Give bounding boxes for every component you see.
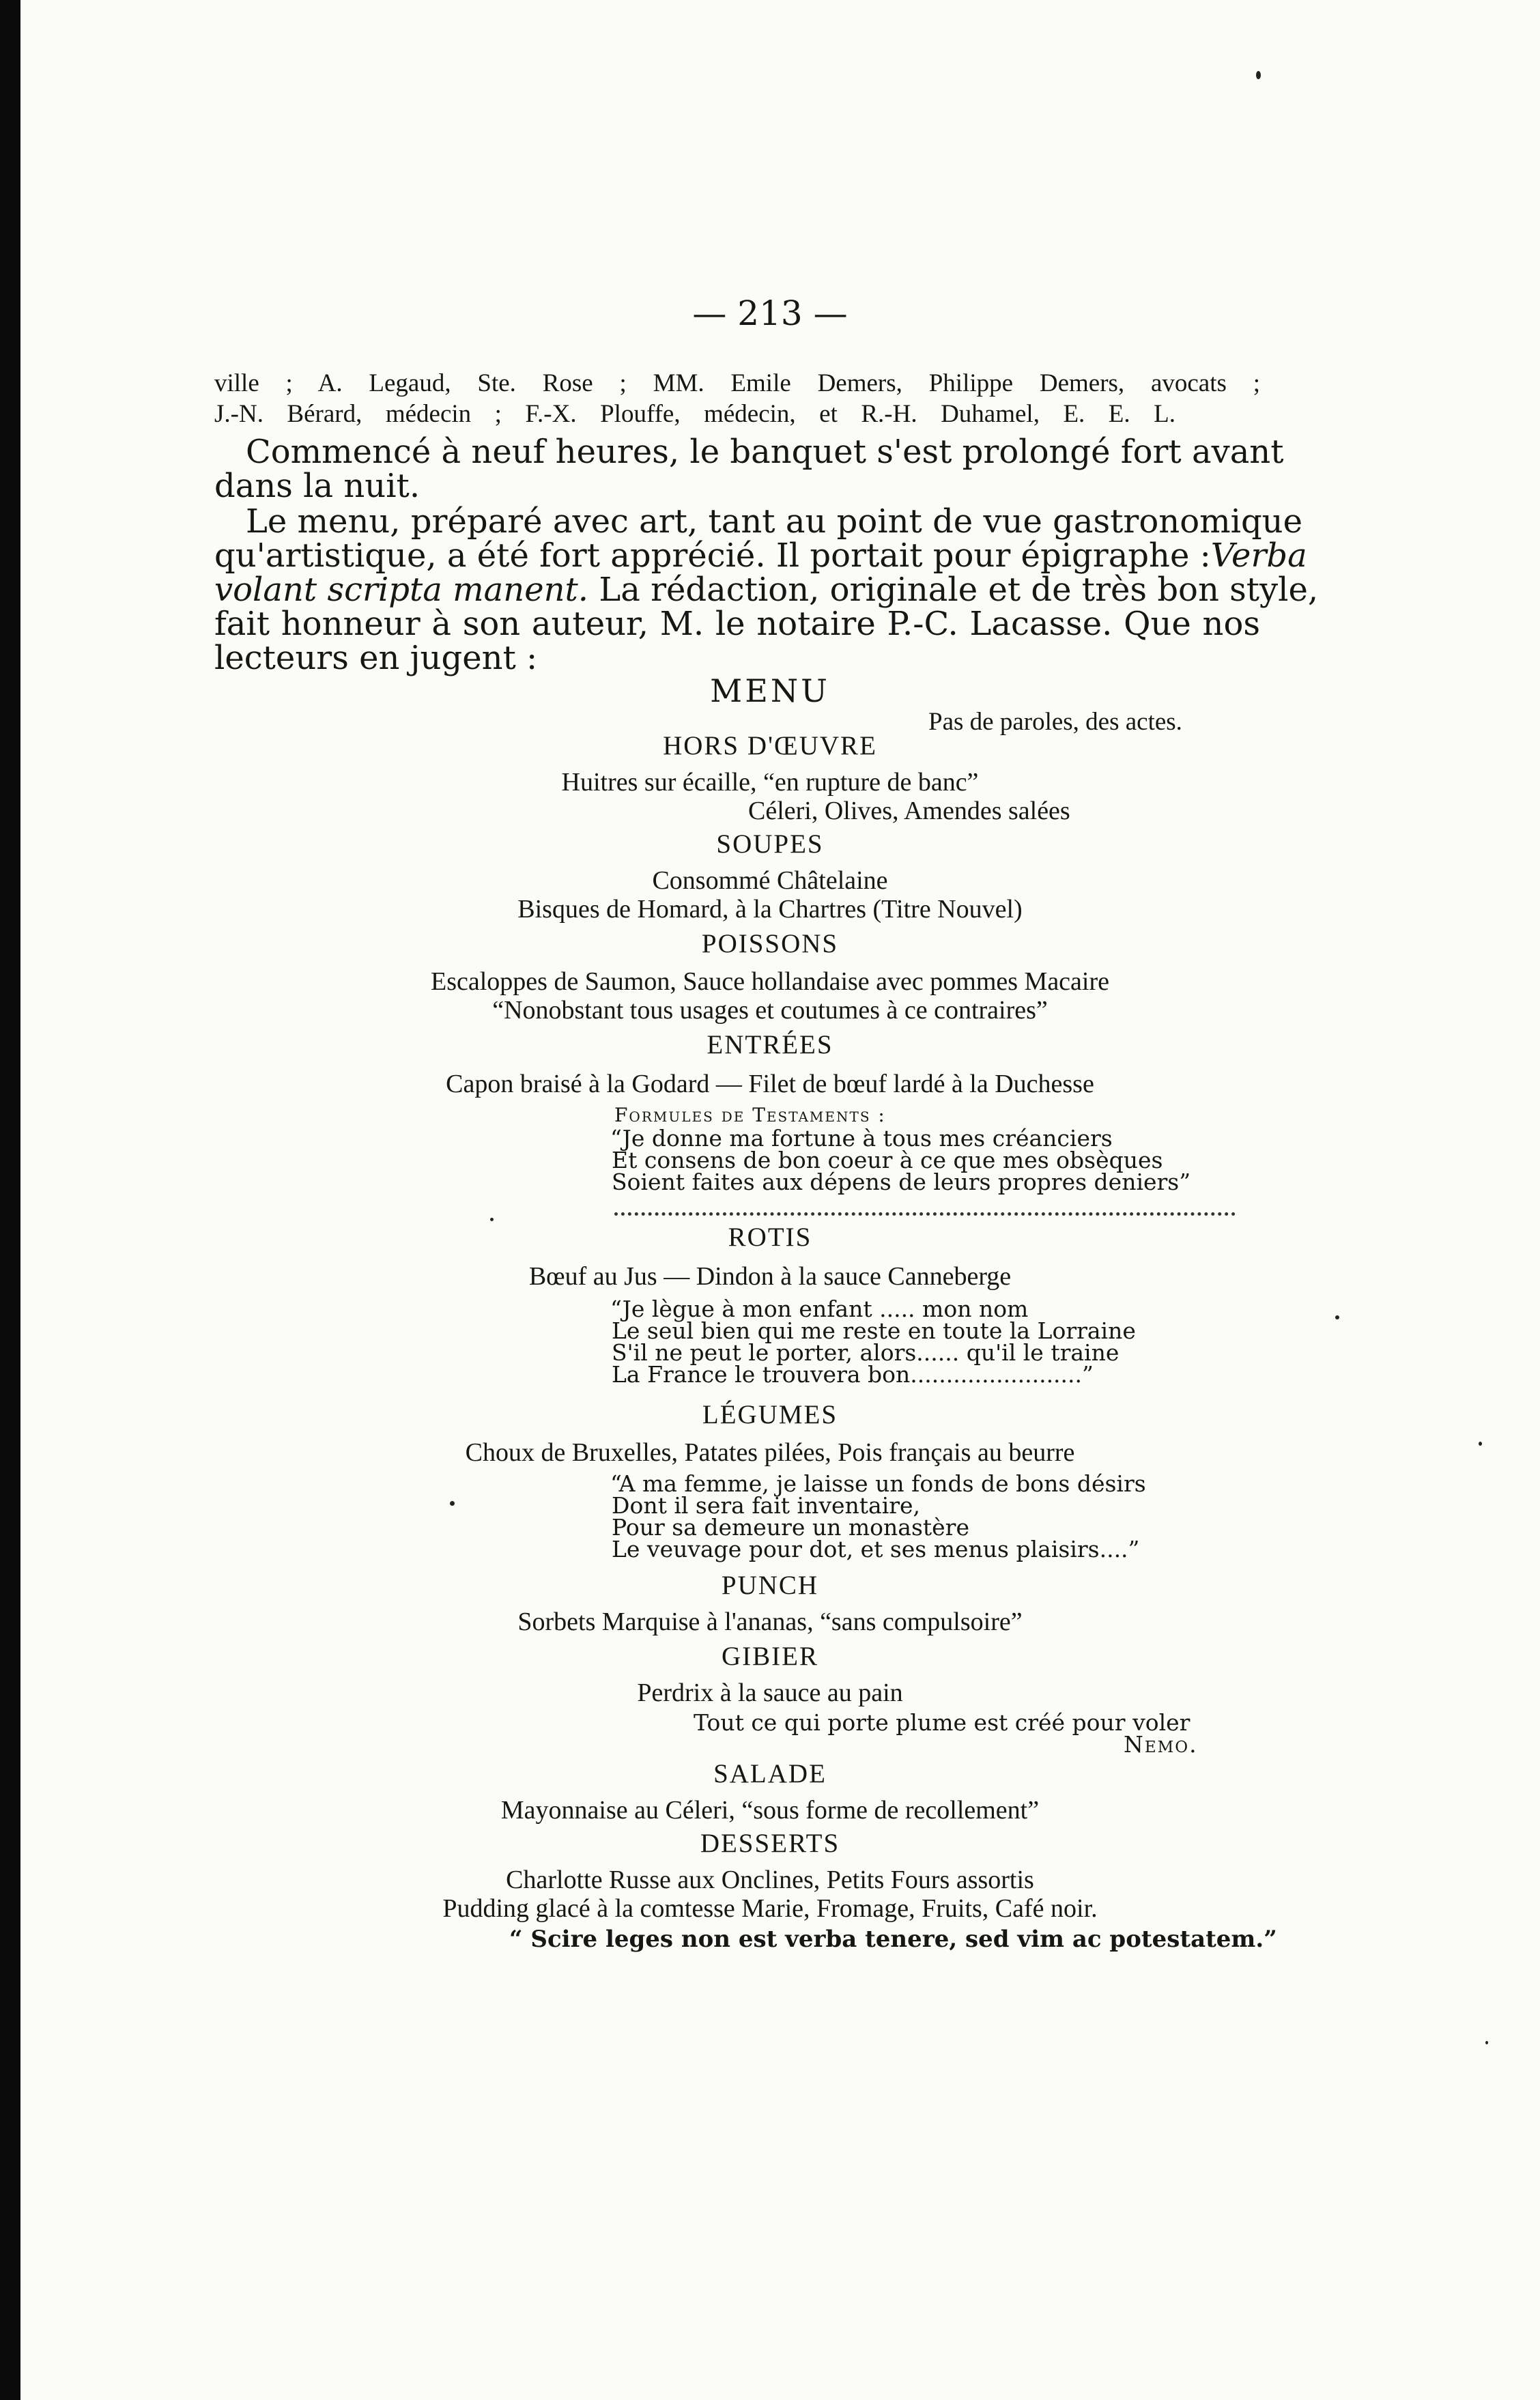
soupes-line-1: Consommé Châtelaine: [652, 866, 888, 895]
poissons-line-2: “Nonobstant tous usages et coutumes à ce contraires”: [492, 996, 1048, 1025]
heading-desserts: DESSERTS: [700, 1829, 840, 1858]
entrees-verse-2: Et consens de bon coeur à ce que mes obsèques: [612, 1147, 1163, 1173]
poissons-line-1: Escaloppes de Saumon, Sauce hollandaise avec pommes Macaire: [431, 967, 1109, 996]
scan-speck: [1335, 1315, 1339, 1319]
heading-hors-doeuvre: HORS D'ŒUVRE: [663, 731, 877, 760]
punch-line-1: Sorbets Marquise à l'ananas, “sans compulsoire”: [517, 1608, 1023, 1636]
legumes-line-1: Choux de Bruxelles, Patates pilées, Pois français au beurre: [465, 1438, 1075, 1467]
paragraph-2-line-5: lecteurs en jugent :: [214, 639, 538, 677]
legumes-verse-4: Le veuvage pour dot, et ses menus plaisirs....”: [612, 1536, 1140, 1562]
legumes-verse-1: “A ma femme, je laisse un fonds de bons désirs: [610, 1470, 1146, 1497]
epigraph-part-2: volant scripta manent.: [214, 571, 589, 609]
legumes-verse-3: Pour sa demeure un monastère: [612, 1514, 969, 1541]
paragraph-2-line-3-text: La rédaction, originale et de très bon style,: [588, 571, 1319, 609]
heading-legumes: LÉGUMES: [702, 1400, 838, 1429]
gibier-signature: Nemo.: [1124, 1731, 1198, 1758]
heading-rotis: ROTIS: [728, 1223, 812, 1252]
salade-line-1: Mayonnaise au Céleri, “sous forme de recollement”: [500, 1796, 1040, 1825]
paragraph-1-line-1: Commencé à neuf heures, le banquet s'est prolongé fort avant: [246, 433, 1284, 471]
rotis-verse-1: “Je lègue à mon enfant ..... mon nom: [610, 1296, 1029, 1322]
epigraph-part-1: Verba: [1210, 537, 1307, 575]
rotis-verse-3: S'il ne peut le porter, alors...... qu'il le traine: [612, 1339, 1120, 1366]
soupes-line-2: Bisques de Homard, à la Chartres (Titre Nouvel): [517, 895, 1023, 924]
menu-title: MENU: [710, 672, 830, 709]
desserts-line-1: Charlotte Russe aux Onclines, Petits Fours assortis: [506, 1866, 1034, 1894]
paragraph-2-line-2-text: qu'artistique, a été fort apprécié. Il portait pour épigraphe :: [214, 537, 1211, 575]
hors-doeuvre-line-2: Céleri, Olives, Amendes salées: [748, 797, 1070, 825]
heading-gibier: GIBIER: [722, 1642, 818, 1671]
legumes-verse-2: Dont il sera fait inventaire,: [612, 1492, 921, 1519]
desserts-line-2: Pudding glacé à la comtesse Marie, Fromage, Fruits, Café noir.: [442, 1894, 1098, 1923]
attendees-line-1: ville ; A. Legaud, Ste. Rose ; MM. Emile Demers, Philippe Demers, avocats ;: [214, 369, 1260, 397]
hors-doeuvre-line-1: Huitres sur écaille, “en rupture de banc”: [561, 768, 979, 797]
menu-motto: Pas de paroles, des actes.: [928, 708, 1182, 736]
paragraph-2-line-4: fait honneur à son auteur, M. le notaire P.-C. Lacasse. Que nos: [214, 605, 1260, 643]
scan-speck: [1256, 71, 1261, 79]
scan-speck: [490, 1218, 494, 1221]
rotis-verse-4: La France le trouvera bon........................”: [612, 1361, 1094, 1388]
closing-quote: “ Scire leges non est verba tenere, sed vim ac potestatem.”: [509, 1926, 1277, 1953]
scan-speck: [1485, 2041, 1488, 2044]
attendees-line-2: J.-N. Bérard, médecin ; F.-X. Plouffe, médecin, et R.-H. Duhamel, E. E. L.: [214, 400, 1175, 428]
rotis-verse-2: Le seul bien qui me reste en toute la Lorraine: [612, 1317, 1136, 1344]
gibier-quote: Tout ce qui porte plume est créé pour voler: [694, 1709, 1190, 1736]
heading-poissons: POISSONS: [701, 929, 839, 958]
paragraph-1-line-2: dans la nuit.: [214, 467, 420, 505]
entrees-verse-3: Soient faites aux dépens de leurs propres deniers”: [612, 1169, 1191, 1195]
paragraph-2-line-1: Le menu, préparé avec art, tant au point de vue gastronomique: [246, 502, 1302, 541]
scan-speck: [450, 1501, 455, 1506]
entrees-line-1: Capon braisé à la Godard — Filet de bœuf lardé à la Duchesse: [446, 1070, 1094, 1098]
paragraph-2-line-3: [214, 571, 1319, 609]
heading-punch: PUNCH: [721, 1571, 819, 1600]
gibier-line-1: Perdrix à la sauce au pain: [637, 1678, 903, 1707]
dotted-separator: [614, 1212, 1236, 1216]
scan-edge: [0, 0, 20, 2400]
page-number: — 213 —: [692, 294, 848, 333]
heading-soupes: SOUPES: [716, 829, 824, 859]
rotis-line-1: Bœuf au Jus — Dindon à la sauce Canneberge: [528, 1262, 1012, 1291]
entrees-verse-1: “Je donne ma fortune à tous mes créanciers: [610, 1125, 1113, 1152]
testament-formulas-heading: Formules de Testaments :: [614, 1104, 886, 1126]
heading-salade: SALADE: [713, 1759, 827, 1788]
paragraph-2-line-2: [214, 537, 1307, 575]
heading-entrees: ENTRÉES: [707, 1030, 833, 1059]
scan-speck: [1479, 1442, 1482, 1446]
